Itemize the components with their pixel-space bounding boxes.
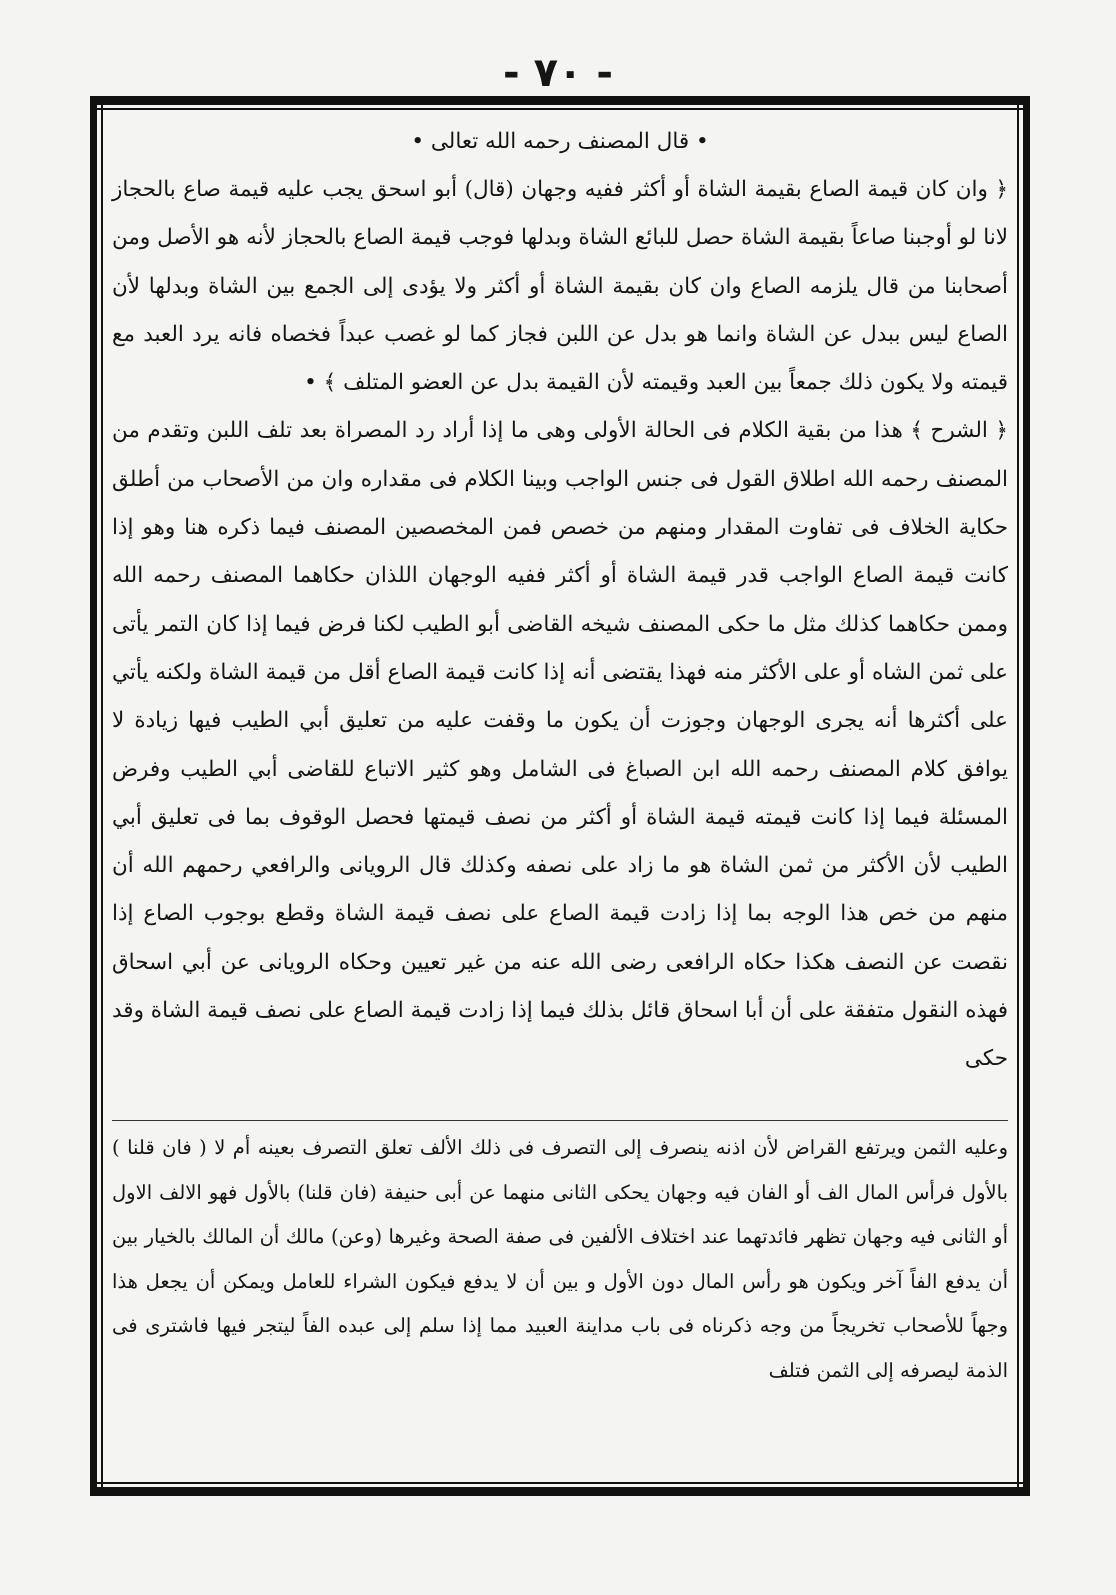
frame-left-rule-thin	[101, 96, 103, 1496]
main-content	[112, 118, 1008, 1084]
text-paragraph: ﴿ الشرح ﴾ هذا من بقية الكلام فى الحالة الأولى وهى ما إذا أراد رد المصراة بعد تلف اللبن وتقدم من المصنف رحمه الله اطلاق القول فى جنس الواجب وبينا الكلام فى مقداره وان من الأصحاب من أطلق حكاية الخلاف فى تفاوت المقدار ومنهم من خصص فمن المخصصين المصنف فيما ذكره هنا وهو إذا كانت قيمة الصاع الواجب قدر قيمة الشاة أو أكثر ففيه الوجهان اللذان حكاهما المصنف رحمه الله وممن حكاهما كذلك مثل ما حكى المصنف شيخه القاضى أبو الطيب لكنا فرض فيما إذا كان التمر يأتى على ثمن الشاه أو على الأكثر منه فهذا يقتضى أنه إذا كانت قيمة الصاع أقل من قيمة الشاة ولكنه يأتي على أكثرها أنه يجرى الوجهان وجوزت أن يكون ما وقفت عليه من تعليق أبي الطيب فيها زيادة لا يوافق كلام المصنف رحمه الله ابن الصباغ فى الشامل وهو كثير الاتباع للقاضى أبي الطيب وفرض المسئلة فيما إذا كانت قيمته قيمة الشاة أو أكثر من نصف قيمتها فحصل الوقوف بما فى تعليق أبي الطيب لأن الأكثر من ثمن الشاة هو ما زاد على نصفه وكذلك قال الرويانى والرافعي رحمهم الله أن منهم من خص هذا الوجه بما إذا زادت قيمة الصاع على نصف قيمة الشاة وقطع بوجوب الصاع إذا نقصت عن النصف هكذا حكاه الرافعى رضى الله عنه من غير تعيين وحكاه الرويانى عن أبي اسحاق فهذه النقول متفقة على أن أبا اسحاق قائل بذلك فيما إذا زادت قيمة الصاع على نصف قيمة الشاة وقد حكى	[112, 418, 1008, 1072]
frame-left-rule	[90, 96, 97, 1496]
frame-top-rule	[90, 96, 1030, 105]
frame-bottom-rule-thin	[90, 1482, 1030, 1484]
main-text	[112, 166, 1008, 1084]
frame-right-rule-thin	[1017, 96, 1019, 1496]
page-frame	[90, 96, 1030, 1496]
frame-bottom-rule	[90, 1487, 1030, 1496]
frame-top-rule-thin	[90, 108, 1030, 110]
footnote-text: وعليه الثمن ويرتفع القراض لأن اذنه ينصرف إلى التصرف فى ذلك الألف تعلق التصرف بعينه أم لا ( فان قلنا ) بالأول فرأس المال الف أو الفان فيه وجهان يحكى الثانى منهما عن أبى حنيفة (فان قلنا) بالأول فهو الالف الاول أو الثانى فيه وجهان تظهر فائدتهما عند اختلاف الألفين فى صفة الصحة وغيرها (وعن) مالك أن المالك بالخيار بين أن يدفع الفاً آخر ويكون هو رأس المال دون الأول و بين أن لا يدفع فيكون الشراء للعامل ويمكن أن يجعل هذا وجهاً للأصحاب تخريجاً من وجه ذكرناه فى باب مداينة العبيد مما إذا سلم إلى عبده الفاً ليتجر فيها فاشترى فى الذمة ليصرفه إلى الثمن فتلف	[112, 1136, 1009, 1382]
section-heading: • قال المصنف رحمه الله تعالى •	[411, 129, 709, 154]
footnote-separator	[112, 1120, 1008, 1121]
page-number: - ٧٠ -	[503, 50, 613, 96]
text-paragraph: ﴿ وان كان قيمة الصاع بقيمة الشاة أو أكثر ففيه وجهان (قال) أبو اسحق يجب عليه قيمة صاع بالحجاز لانا لو أوجبنا صاعاً بقيمة الشاة حصل للبائع الشاة وبدلها فوجب قيمة الصاع بالحجاز لأنه هو الأصل ومن أصحابنا من قال يلزمه الصاع وان كان بقيمة الشاة أو أكثر ولا يؤدى إلى الجمع بين الشاة وبدلها لأن الصاع ليس ببدل عن الشاة وانما هو بدل عن اللبن فجاز كما لو غصب عبداً فخصاه فانه يرد العبد مع قيمته ولا يكون ذلك جمعاً بين العبد وقيمته لأن القيمة بدل عن العضو المتلف ﴾ •	[112, 177, 1008, 396]
frame-right-rule	[1023, 96, 1030, 1496]
